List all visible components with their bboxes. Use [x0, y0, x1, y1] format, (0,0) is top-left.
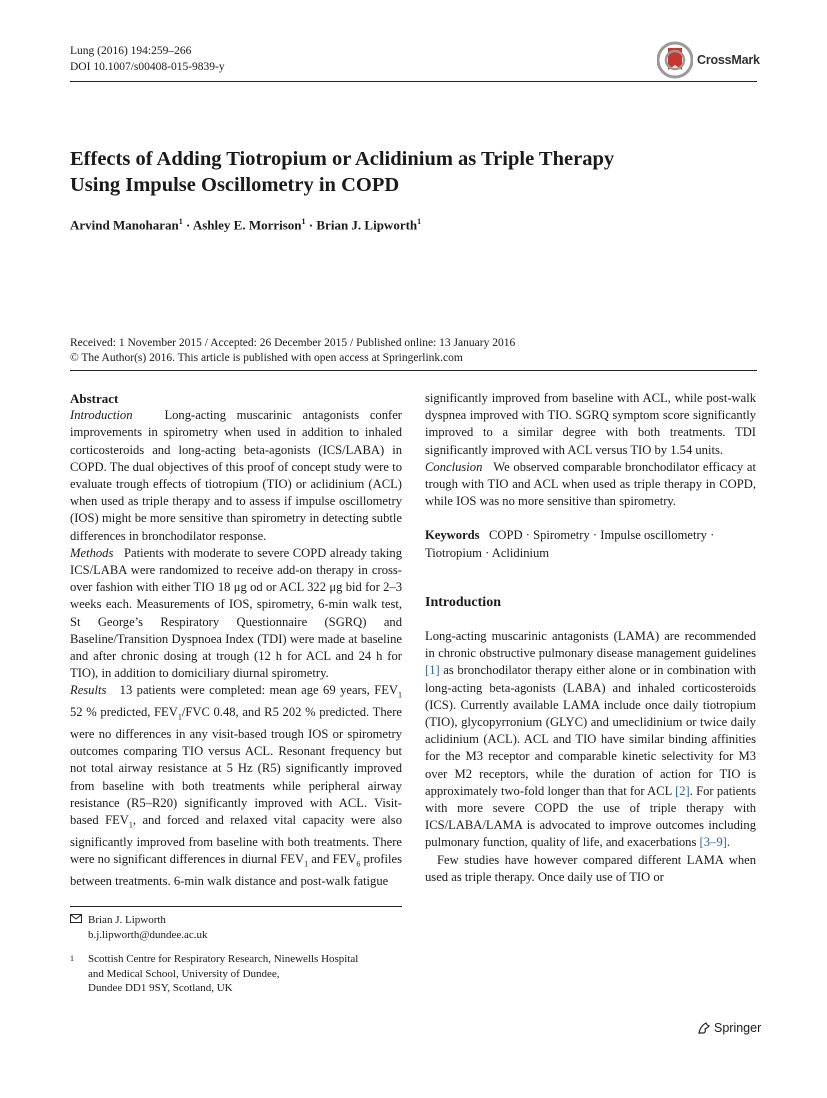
affiliation-line: Dundee DD1 9SY, Scotland, UK: [88, 982, 233, 994]
introduction-paragraph-1: [425, 628, 756, 852]
subscript: 1: [128, 820, 133, 830]
results-text: 52 % predicted, FEV: [70, 705, 178, 720]
springer-horse-icon: [697, 1021, 711, 1035]
author-name[interactable]: Brian J. Lipworth: [316, 217, 418, 233]
springer-logo: [697, 1021, 761, 1035]
abstract-introduction: [70, 407, 402, 545]
affiliation-line: Scottish Centre for Respiratory Research, Ninewells Hospital: [88, 953, 359, 965]
keywords-label: Keywords: [425, 528, 480, 543]
article-title: [70, 146, 730, 198]
crossmark-icon: [657, 40, 693, 80]
author-separator: ·: [305, 217, 317, 233]
right-column: [425, 390, 756, 886]
subscript: 6: [356, 859, 361, 869]
introduction-heading: Introduction: [425, 594, 501, 610]
abstract-intro-text: Long-acting muscarinic antagonists confer improvements in spirometry when used in addition to inhaled corticosteroids and long-acting beta-agonists (ICS/LABA) in COPD. The dual objectives of this proof of concept study were to evaluate trough effects of tiotropium (TIO) or aclidinium (ACL) when used as triple therapy and to assess if impulse oscillometry (IOS) might be more sensitive than spirometry in detecting subtle differences in bronchodilator response.: [70, 408, 402, 543]
citation-link[interactable]: [2]: [675, 783, 690, 798]
introduction-paragraph-2: Few studies have however compared different LAMA when used as triple therapy. Once daily use of TIO or: [425, 852, 756, 884]
contact-info: [88, 913, 208, 942]
author-separator: ·: [182, 217, 193, 233]
subscript: 1: [304, 859, 309, 869]
title-line-2: Using Impulse Oscillometry in COPD: [70, 174, 400, 196]
footnote-divider: [70, 906, 402, 907]
abstract-divider: [70, 370, 757, 371]
results-text: , and forced and relaxed vital capacity were also significantly improved from baseline with both treatments. There were no significant differences in diurnal FEV: [70, 812, 402, 866]
author-affiliation: 1: [417, 217, 422, 226]
results-text: and FEV: [308, 851, 357, 866]
subscript: 1: [398, 690, 402, 700]
intro-text: as bronchodilator therapy either alone or in combination with long-acting beta-agonists (LABA) and inhaled corticosteroids (ICS). Currently available LAMA include once daily tiotropium (TIO), glycopyrronium (GLYC) and umeclidinium or twice daily aclidinium (ACL). ACL and TIO have similar binding affinities for the M3 receptor and comparable kinetic selectivity for M3 over M2 receptors, while the duration of action for TIO is approximately two-fold longer than that for ACL: [425, 663, 756, 798]
affiliation-text: [88, 952, 358, 996]
results-text: significantly improved from baseline with ACL, while post-walk dyspnea improved with TIO. SGRQ symptom score significantly improved to a similar degree with both treatments. TDI significantly improved with ACL versus TIO by 1.54 units.: [425, 391, 756, 457]
doi[interactable]: DOI 10.1007/s00408-015-9839-y: [70, 61, 225, 73]
affiliation-number: 1: [70, 954, 74, 963]
abstract-results: [70, 682, 402, 889]
affiliation-block: [70, 952, 358, 996]
publication-dates: [70, 336, 515, 366]
abstract-methods-label: Methods: [70, 545, 114, 560]
contact-name: Brian J. Lipworth: [88, 914, 166, 926]
results-text: 13 patients were completed: mean age 69 years, FEV: [119, 683, 398, 698]
abstract-methods-text: Patients with moderate to severe COPD already taking ICS/LABA were randomized to receive add-on therapy in cross-over fashion with either TIO 18 μg od or ACL 322 μg bid for 2–3 weeks each. Measurements of IOS, spirometry, 6-min walk test, St George’s Respiratory Questionnaire (SGRQ) and Baseline/Transition Dyspnoea Index (TDI) were made at baseline and after chronic dosing at trough (12 h for ACL and 24 h for TIO), in addition to domiciliary diurnal spirometry.: [70, 545, 402, 681]
abstract-conclusion: [425, 459, 756, 511]
crossmark-badge[interactable]: [657, 40, 760, 80]
keywords-text: COPD · Spirometry · Impulse oscillometry · Tiotropium · Aclidinium: [425, 528, 715, 560]
abstract-methods: [70, 545, 402, 683]
intro-text: . For patients with more severe COPD the use of triple therapy with ICS/LABA/LAMA is advocated to improve outcomes including pulmonary function, quality of life, and exacerbations: [425, 783, 756, 850]
abstract-results-label: Results: [70, 683, 107, 698]
author-list: [70, 217, 421, 233]
author-affiliation: 1: [301, 217, 306, 226]
copyright-line: © The Author(s) 2016. This article is published with open access at Springerlink.com: [70, 352, 463, 364]
abstract-conclusion-text: We observed comparable bronchodilator efficacy at trough with TIO and ACL when used as triple therapy in COPD, while IOS was no more sensitive than spirometry.: [425, 459, 756, 509]
journal-citation: Lung (2016) 194:259–266: [70, 45, 192, 57]
affiliation-footnote: [70, 952, 358, 996]
envelope-icon: [70, 913, 88, 942]
author-affiliation: 1: [178, 217, 183, 226]
abstract-heading: Abstract: [70, 391, 119, 406]
affiliation-line: and Medical School, University of Dundee,: [88, 967, 280, 980]
author-name[interactable]: Arvind Manoharan: [70, 217, 179, 233]
dates-line: Received: 1 November 2015 / Accepted: 26 December 2015 / Published online: 13 January 2016: [70, 337, 516, 349]
abstract-intro-label: Introduction: [70, 408, 133, 423]
header-divider: [70, 81, 757, 82]
contact-block: [70, 913, 208, 942]
publisher-name: Springer: [714, 1021, 762, 1035]
corresponding-author: [70, 913, 208, 942]
subscript: 1: [177, 712, 182, 722]
author-name[interactable]: Ashley E. Morrison: [192, 217, 302, 233]
left-column: [70, 390, 402, 890]
abstract-conclusion-label: Conclusion: [425, 459, 483, 474]
intro-text: Long-acting muscarinic antagonists (LAMA) are recommended in chronic obstructive pulmonary disease management guidelines: [425, 629, 756, 661]
citation-link[interactable]: [3–9]: [699, 835, 727, 850]
journal-header: [70, 43, 225, 75]
results-text: /FVC 0.48, and R5 202 % predicted. There were no differences in any visit-based trough IOS or spirometry outcomes comparing TIO versus ACL. Resonant frequency but not total airway resistance at 5 Hz (R5) significantly improved from baseline with both treatments while peripheral airway resistance (R5–R20) significantly improved with ACL. Visit-based FEV: [70, 705, 402, 827]
abstract-results-continued: [425, 390, 756, 459]
keywords: [425, 527, 756, 561]
results-text: profiles between treatments. 6-min walk distance and post-walk fatigue: [70, 851, 402, 888]
title-line-1: Effects of Adding Tiotropium or Aclidinium as Triple Therapy: [70, 148, 615, 170]
crossmark-label: CrossMark: [697, 53, 760, 67]
contact-email[interactable]: b.j.lipworth@dundee.ac.uk: [88, 928, 208, 941]
citation-link[interactable]: [1]: [425, 663, 440, 678]
intro-text: .: [726, 835, 730, 850]
